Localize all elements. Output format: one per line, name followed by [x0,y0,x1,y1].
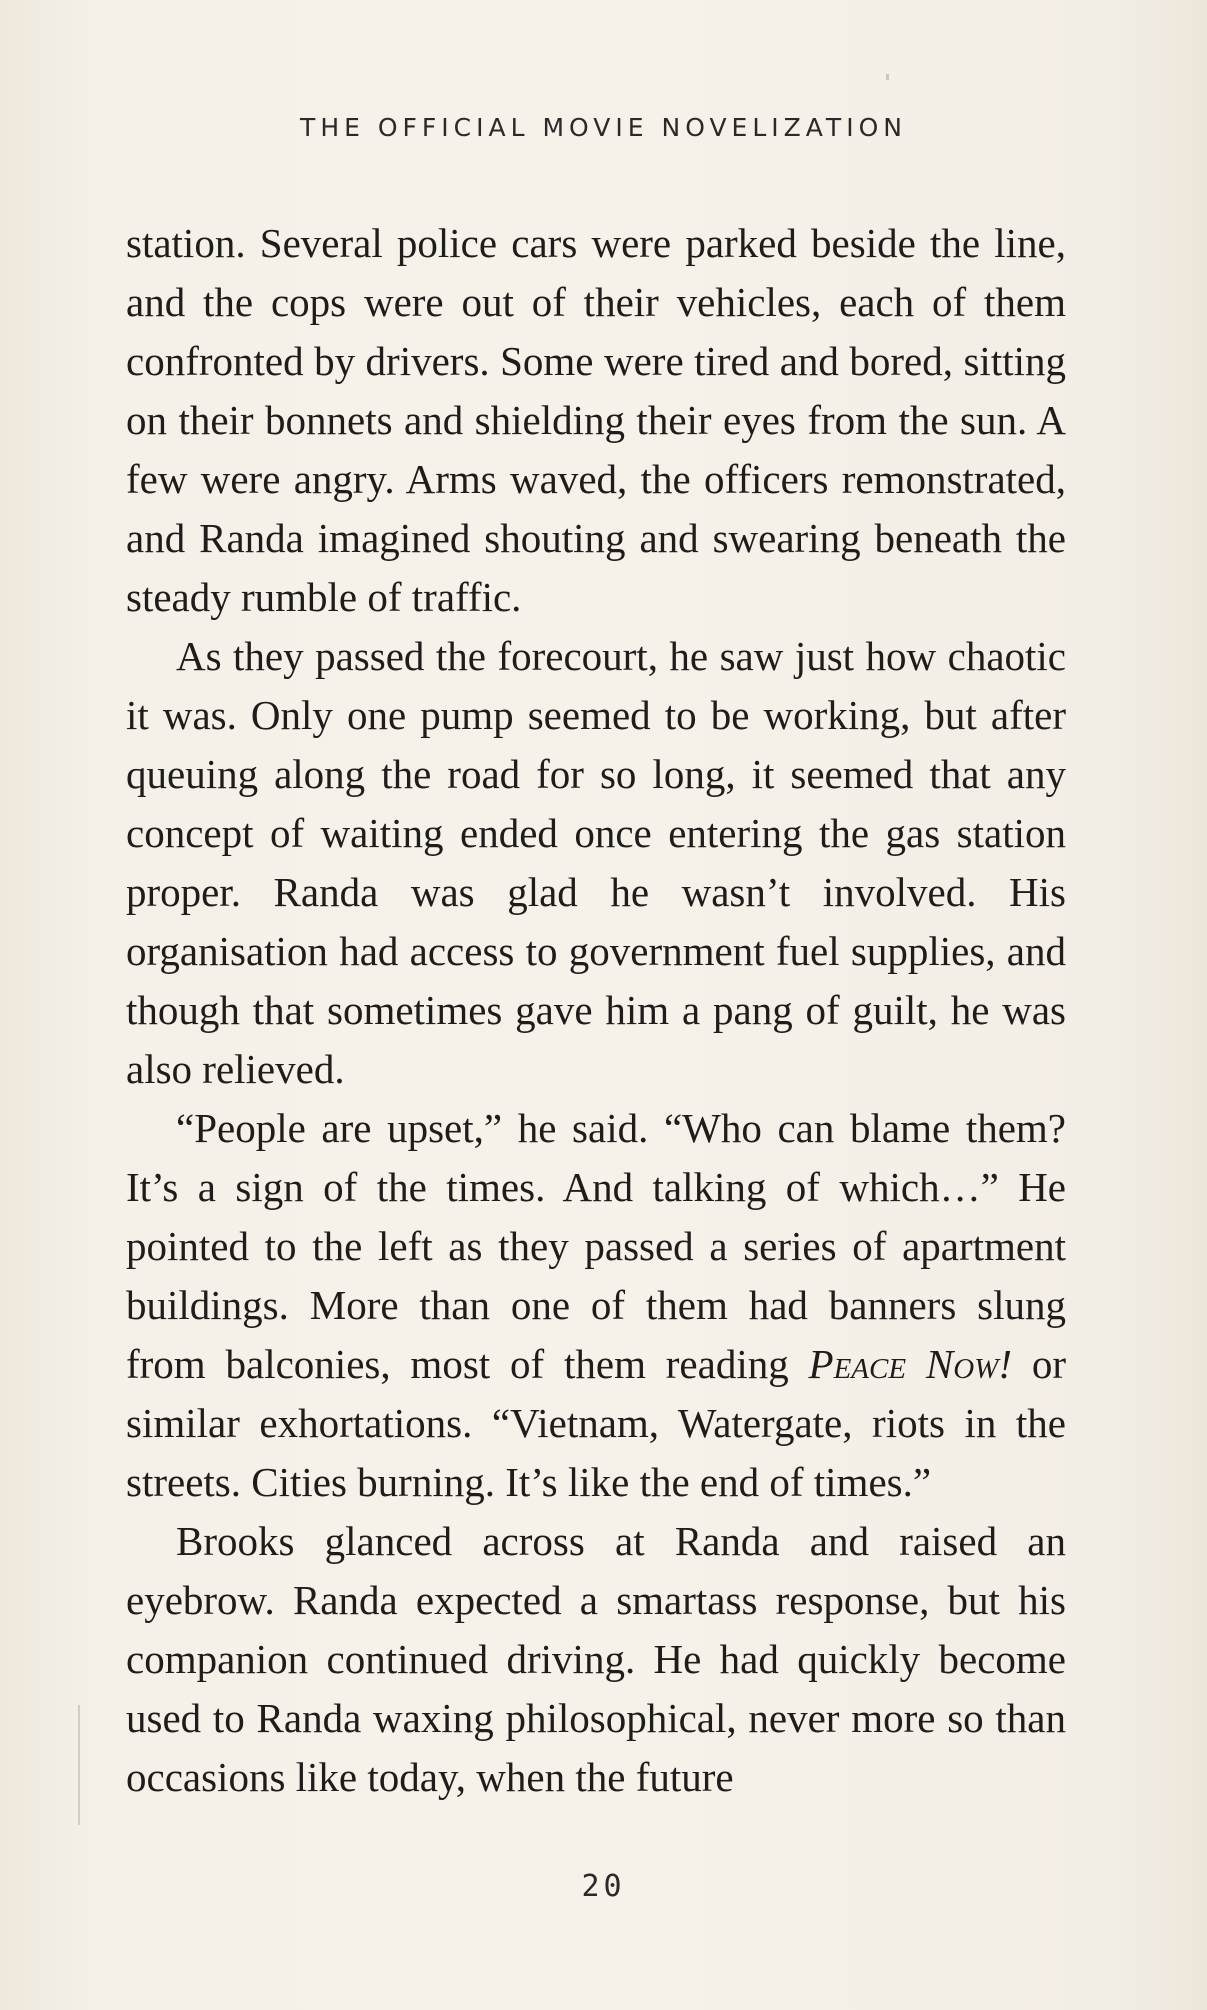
scan-speck [886,74,889,80]
running-header: THE OFFICIAL MOVIE NOVELIZATION [300,113,907,142]
paragraph-text: or similar exhortations. “Vietnam, Watergate, riots in the streets. Cities burning. It’s like the end of times.” [126,1341,1066,1505]
paragraph-dialogue [126,1099,1066,1512]
banner-slogan: Peace Now! [808,1341,1013,1387]
paragraph-text: “People are upset,” he said. “Who can blame them? It’s a sign of the times. And talking of which…” He pointed to the left as they passed a series of apartment buildings. More than one of them had banners slung from balconies, most of them reading [126,1105,1066,1387]
scan-margin-mark [78,1705,80,1825]
body-text [126,214,1066,1807]
page-number: 20 [581,1869,626,1904]
paragraph: station. Several police cars were parked beside the line, and the cops were out of their vehicles, each of them confronted by drivers. Some were tired and bored, sitting on their bonnets and shielding their eyes from the sun. A few were angry. Arms waved, the officers remonstrated, and Randa imagined shouting and swearing beneath the steady rumble of traffic. [126,220,1066,620]
paragraph: Brooks glanced across at Randa and raised an eyebrow. Randa expected a smartass response, but his companion continued driving. He had quickly become used to Randa waxing philosophical, never more so than occasions like today, when the future [126,1518,1066,1800]
paragraph: As they passed the forecourt, he saw just how chaotic it was. Only one pump seemed to be working, but after queuing along the road for so long, it seemed that any concept of waiting ended once entering the gas station proper. Randa was glad he wasn’t involved. His organisation had access to government fuel supplies, and though that sometimes gave him a pang of guilt, he was also relieved. [126,633,1066,1092]
